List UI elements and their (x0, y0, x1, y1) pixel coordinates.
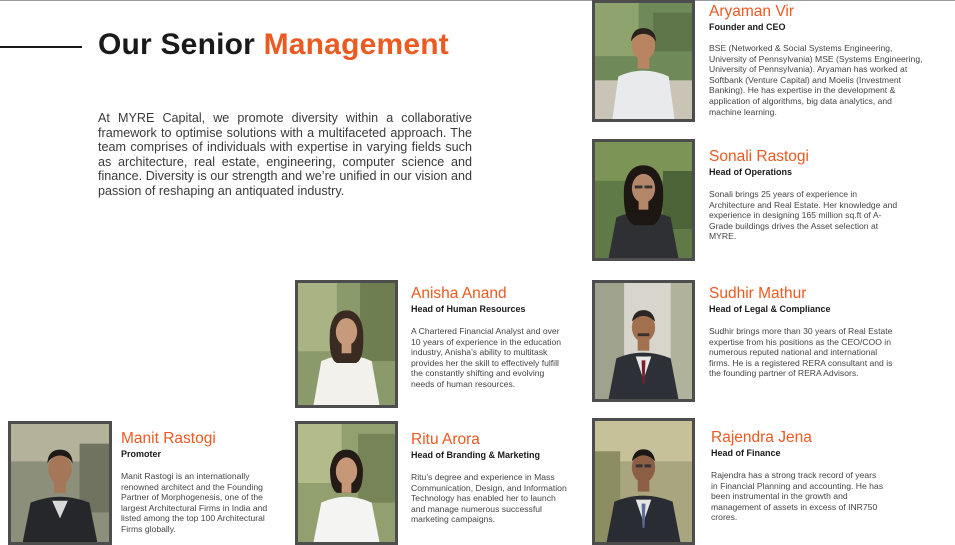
anisha-info (411, 285, 567, 390)
rajendra-info (711, 429, 883, 523)
manit-role: Promoter (121, 449, 162, 459)
sonali-info (709, 148, 899, 242)
rajendra-name: Rajendra Jena (711, 429, 812, 446)
aryaman-name: Aryaman Vir (709, 3, 794, 20)
anisha-name: Anisha Anand (411, 285, 507, 302)
sudhir-photo (592, 280, 695, 402)
manit-photo (8, 421, 112, 545)
title-rule (0, 46, 82, 48)
sudhir-info (709, 285, 893, 379)
aryaman-photo (592, 0, 695, 122)
title-part-2: Management (263, 28, 449, 61)
sudhir-bio: Sudhir brings more than 30 years of Real Estate expertise from his positions as the CEO/COO in numerous reputed national and international firms. He is a registered RERA consultant and is the founding partner of RERA Advisors. (709, 326, 893, 379)
anisha-photo (295, 280, 398, 408)
sonali-name: Sonali Rastogi (709, 148, 809, 165)
manit-bio: Manit Rastogi is an internationally renowned architect and the Founding Partner of Morphogenesis, one of the largest Architectural Firms in India and listed among the top 100 Architectural Firms globally. (121, 471, 268, 534)
ritu-bio: Ritu’s degree and experience in Mass Communication, Design, and Information Technology has enabled her to launch and manage numerous successful marketing campaigns. (411, 472, 567, 525)
portrait-image (595, 3, 692, 119)
aryaman-role: Founder and CEO (709, 22, 786, 32)
rajendra-role: Head of Finance (711, 448, 781, 458)
portrait-image (595, 421, 692, 542)
sonali-bio: Sonali brings 25 years of experience in Architecture and Real Estate. Her knowledge and experience in designing 165 million sq.ft of A- Grade buildings drives the Asset selection at MYRE. (709, 189, 898, 242)
page-title (98, 28, 449, 62)
manit-name: Manit Rastogi (121, 430, 216, 447)
intro-paragraph: At MYRE Capital, we promote diversity within a collaborative framework to optimise solutions with a multifaceted approach. The team comprises of individuals with expertise in varying fields such as architecture, real estate, engineering, computer science and finance. Diversity is our strength and we’re unified in our vision and passion of reshaping an antiquated industry. (98, 111, 472, 198)
portrait-image (298, 424, 395, 542)
ritu-info (411, 431, 567, 525)
portrait-image (11, 424, 109, 542)
sonali-role: Head of Operations (709, 167, 793, 177)
sonali-photo (592, 139, 695, 261)
ritu-name: Ritu Arora (411, 431, 480, 448)
ritu-photo (295, 421, 398, 545)
sudhir-name: Sudhir Mathur (709, 285, 807, 302)
aryaman-bio: BSE (Networked & Social Systems Engineering, University of Pennsylvania) MSE (Systems Engineering, University of Pennsylvania). Aryaman has worked at Softbank (Venture Capital) and Moelis (Investment Banking). He has expertise in the development & application of algorithms, big data analytics, and machine learning. (709, 43, 923, 117)
manit-info (121, 430, 283, 535)
anisha-role: Head of Human Resources (411, 304, 526, 314)
portrait-image (595, 283, 692, 399)
anisha-bio: A Chartered Financial Analyst and over 10 years of experience in the education industry, Anisha’s ability to multitask provides her the skill to effectively fulfill the constantly shifting and evolving needs of human resources. (411, 326, 562, 389)
aryaman-info (709, 3, 923, 117)
rajendra-bio: Rajendra has a strong track record of years in Financial Planning and accounting. He has been instrumental in the growth and management of assets in excess of INR750 crores. (711, 470, 883, 523)
ritu-role: Head of Branding & Marketing (411, 450, 541, 460)
portrait-image (595, 142, 692, 258)
sudhir-role: Head of Legal & Compliance (709, 304, 831, 314)
title-part-1: Our Senior (98, 28, 256, 61)
top-rule (0, 0, 955, 1)
rajendra-photo (592, 418, 695, 545)
portrait-image (298, 283, 395, 405)
